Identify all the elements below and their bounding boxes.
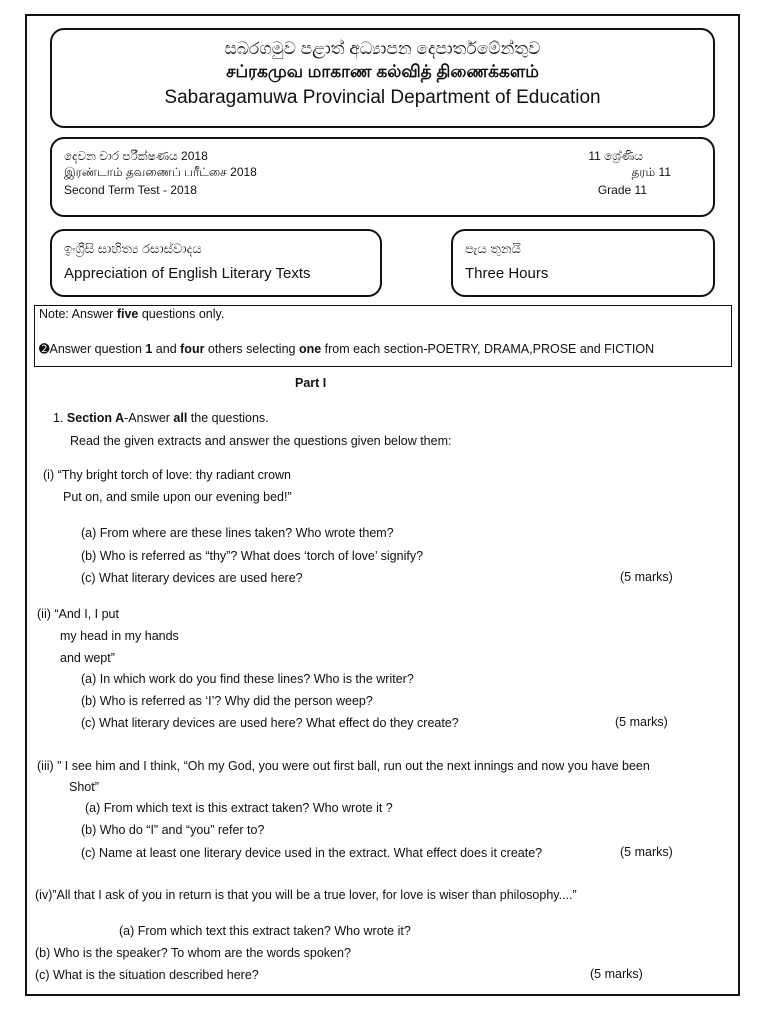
term-info-box — [50, 137, 715, 217]
grade-english: Grade 11 — [597, 183, 647, 197]
section-instruction: Read the given extracts and answer the questions given below them: — [70, 434, 452, 448]
q1-sub-b: (b) Who is referred as “thy”? What does ‘torch of love’ signify? — [81, 549, 424, 563]
q3-sub-b: (b) Who do “I” and “you” refer to? — [81, 823, 265, 837]
section-bold-all: all — [173, 411, 188, 425]
note-line-1 — [39, 307, 224, 321]
subject-english: Appreciation of English Literary Texts — [64, 265, 311, 282]
subject-sinhala: ඉංග්‍රීසි සාහිත්‍ය රසාස්වාදය — [64, 241, 202, 256]
q1-extract-line-1: (i) “Thy bright torch of love: thy radiant crown — [43, 468, 292, 482]
term-row-tamil — [64, 165, 701, 180]
grade-sinhala: 11 ශ්‍රේණිය — [588, 149, 643, 163]
q2-marks: (5 marks) — [615, 715, 668, 729]
term-english: Second Term Test - 2018 — [64, 183, 197, 197]
q4-sub-a: (a) From which text this extract taken? Who wrote it? — [119, 924, 411, 938]
subject-box — [50, 229, 382, 297]
note-line-2 — [39, 341, 654, 356]
q4-sub-c: (c) What is the situation described here? — [35, 968, 259, 982]
q1-sub-a: (a) From where are these lines taken? Who wrote them? — [81, 526, 394, 540]
note-bold: four — [180, 342, 205, 356]
q1-sub-c: (c) What literary devices are used here? — [81, 571, 303, 585]
q4-marks: (5 marks) — [590, 967, 643, 981]
term-row-english — [64, 183, 701, 198]
q1-extract-line-2: Put on, and smile upon our evening bed!” — [63, 490, 292, 504]
section-num: 1. — [53, 411, 67, 425]
q4-sub-b: (b) Who is the speaker? To whom are the words spoken? — [35, 946, 351, 960]
bullet-icon: ➋ — [39, 342, 50, 356]
sinhala-department-title: සබරගමුව පළාත් අධ්‍යාපන දෙපාර්තමේන්තුව — [224, 39, 541, 58]
note-box — [34, 305, 732, 367]
term-tamil: இரண்டாம் தவணைப் பரீட்சை 2018 — [64, 165, 257, 179]
term-row-sinhala — [64, 149, 701, 164]
grade-tamil: தரம் 11 — [631, 165, 671, 179]
q3-sub-a: (a) From which text is this extract taken? Who wrote it ? — [85, 801, 393, 815]
q2-extract-line-2: my head in my hands — [60, 629, 179, 643]
note-text: Answer question — [49, 342, 146, 356]
section-heading — [53, 410, 269, 426]
english-department-title: Sabaragamuwa Provincial Department of Education — [164, 87, 601, 108]
q2-extract-line-3: and wept” — [60, 651, 115, 665]
tamil-department-title: சப்ரகமுவ மாகாண கல்வித் திணைக்களம் — [226, 62, 539, 81]
note-text: from each section-POETRY, DRAMA,PROSE and FICTION — [321, 342, 655, 356]
department-header — [50, 28, 715, 128]
note-text: others selecting — [204, 342, 299, 356]
q4-extract-line-1: (iv)”All that I ask of you in return is that you will be a true lover, for love is wiser than philosophy....” — [35, 888, 577, 902]
duration-box — [451, 229, 715, 297]
note-bold: 1 — [145, 342, 153, 356]
note-text: and — [152, 342, 181, 356]
q1-marks: (5 marks) — [620, 570, 673, 584]
part-title: Part I — [295, 376, 327, 390]
q2-extract-line-1: (ii) “And I, I put — [37, 607, 119, 621]
q2-sub-b: (b) Who is referred as ‘I’? Why did the person weep? — [81, 694, 373, 708]
q3-extract-line-1: (iii) ” I see him and I think, “Oh my God, you were out first ball, run out the next innings and now you have been — [37, 759, 650, 773]
q3-marks: (5 marks) — [620, 845, 673, 859]
q2-sub-c: (c) What literary devices are used here? What effect do they create? — [81, 716, 459, 730]
note-bold-five: five — [116, 307, 139, 321]
note-text: Note: Answer — [39, 307, 117, 321]
duration-sinhala: පැය තුනයි — [465, 241, 521, 256]
q2-sub-a: (a) In which work do you find these lines? Who is the writer? — [81, 672, 414, 686]
exam-page — [25, 14, 740, 996]
section-text: the questions. — [187, 411, 269, 425]
note-bold: one — [298, 342, 322, 356]
q3-extract-line-2: Shot” — [69, 780, 99, 794]
section-title: Section A — [66, 411, 125, 425]
q3-sub-c: (c) Name at least one literary device used in the extract. What effect does it create? — [81, 846, 543, 860]
note-text: questions only. — [138, 307, 225, 321]
section-text: -Answer — [124, 411, 174, 425]
term-sinhala: දෙවන වාර පරීක්ෂණය 2018 — [64, 149, 208, 163]
duration-english: Three Hours — [465, 265, 549, 282]
